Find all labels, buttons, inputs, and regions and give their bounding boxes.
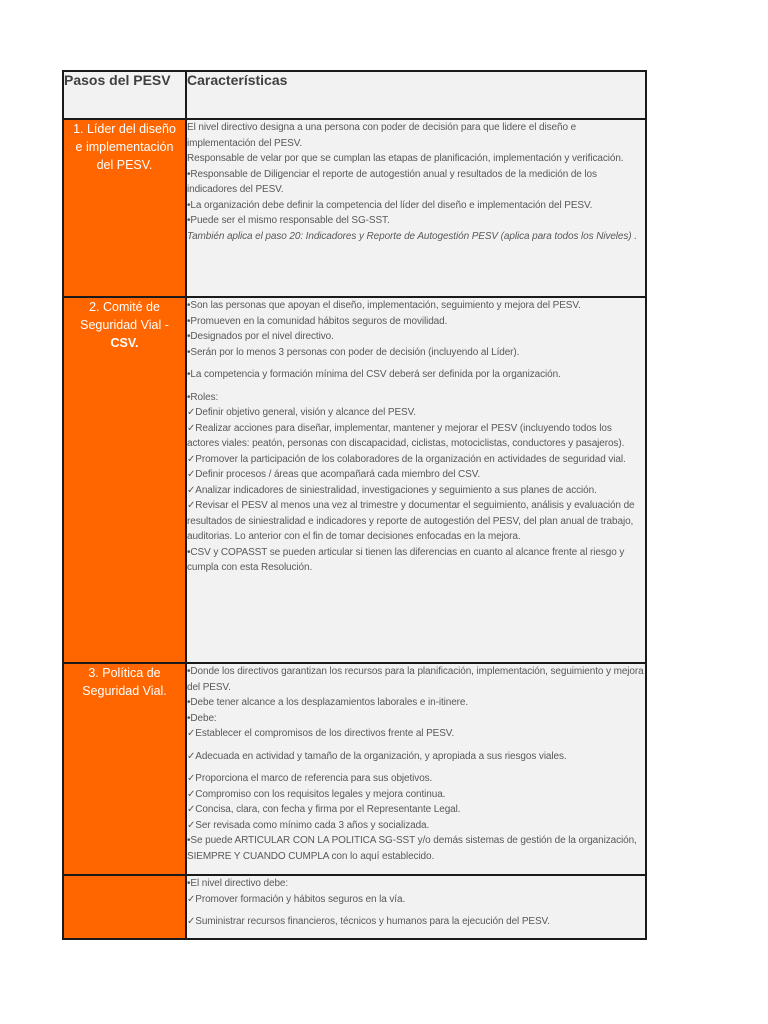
- description-line: ✓Proporciona el marco de referencia para sus objetivos.: [187, 773, 433, 784]
- description-line: •Debe tener alcance a los desplazamientos laborales e in-itinere.: [187, 697, 469, 708]
- step-line: 1. Líder del diseño: [73, 122, 176, 136]
- description-cell: [186, 663, 646, 875]
- header-caracteristicas: Características: [186, 71, 646, 119]
- table-row: [63, 875, 646, 939]
- description-line: •Puede ser el mismo responsable del SG-SST.: [187, 215, 390, 226]
- step-cell: [63, 663, 186, 875]
- description-line: •El nivel directivo debe:: [187, 878, 289, 889]
- description-cell: [186, 297, 646, 663]
- step-line: 2. Comité de: [89, 300, 160, 314]
- step-line: 3. Política de: [88, 666, 161, 680]
- description-line: •Debe:: [187, 712, 217, 724]
- description-cell: [186, 119, 646, 297]
- description-line: •Donde los directivos garantizan los recursos para la planificación, implementación, seguimiento y mejora del PESV.: [187, 666, 644, 693]
- description-line: ✓Definir objetivo general, visión y alcance del PESV.: [187, 407, 416, 418]
- description-line: •Roles:: [187, 391, 219, 403]
- description-line: •CSV y COPASST se pueden articular si tienen las diferencias en cuanto al alcance frente al riesgo y cumpla con esta Resolución.: [187, 546, 625, 573]
- description-line: ✓Ser revisada como mínimo cada 3 años y socializada.: [187, 819, 430, 831]
- description-line: •La competencia y formación mínima del CSV deberá ser definida por la organización.: [187, 369, 561, 380]
- table-row: [63, 663, 646, 875]
- pesv-table: [62, 70, 647, 940]
- description-line: •Se puede ARTICULAR CON LA POLITICA SG-SST y/o demás sistemas de gestión de la organización, SIEMPRE Y CUANDO CUMPLA con lo aquí establecido.: [187, 835, 637, 862]
- description-line: También aplica el paso 20: Indicadores y Reporte de Autogestión PESV (aplica para todos los Niveles) .: [187, 230, 637, 242]
- description-line: ✓Adecuada en actividad y tamaño de la organización, y apropiada a sus riesgos viales.: [187, 750, 567, 762]
- description-line: ✓Revisar el PESV al menos una vez al trimestre y documentar el seguimiento, análisis y evaluación de resultados de siniestralidad e indicadores y reporte de autogestión del PESV, del plan anual de trabajo, auditorias. Lo anterior con el fin de tomar decisiones enfocadas en la mejora.: [187, 500, 635, 542]
- description-line: •Promueven en la comunidad hábitos seguros de movilidad.: [187, 315, 448, 327]
- description-line: ✓Compromiso con los requisitos legales y mejora continua.: [187, 788, 446, 800]
- step-cell: [63, 119, 186, 297]
- description-line: ✓Suministrar recursos financieros, técnicos y humanos para la ejecución del PESV.: [187, 916, 550, 927]
- description-line: ✓Analizar indicadores de siniestralidad, investigaciones y seguimiento a sus planes de acción.: [187, 484, 597, 496]
- description-line: •La organización debe definir la competencia del líder del diseño e implementación del PESV.: [187, 199, 593, 211]
- header-row: [63, 71, 646, 119]
- description-line: Responsable de velar por que se cumplan las etapas de planificación, implementación y verificación.: [187, 153, 624, 164]
- step-line: Seguridad Vial -: [80, 318, 169, 332]
- description-line: •Son las personas que apoyan el diseño, implementación, seguimiento y mejora del PESV.: [187, 300, 581, 311]
- description-line: ✓Realizar acciones para diseñar, implementar, mantener y mejorar el PESV (incluyendo todos los actores viales: peatón, personas con discapacidad, ciclistas, motociclistas, conductores y pasajeros).: [187, 422, 625, 449]
- description-line: •Designados por el nivel directivo.: [187, 331, 334, 342]
- step-line: del PESV.: [96, 158, 153, 172]
- step-cell: [63, 875, 186, 939]
- description-line: ✓Concisa, clara, con fecha y firma por el Representante Legal.: [187, 804, 461, 815]
- step-line: e implementación: [75, 140, 174, 154]
- step-line: Seguridad Vial.: [82, 684, 167, 698]
- table-row: [63, 297, 646, 663]
- description-line: ✓Promover la participación de los colaboradores de la organización en actividades de seguridad vial.: [187, 453, 626, 465]
- description-line: •Responsable de Diligenciar el reporte de autogestión anual y resultados de la medición de los indicadores del PESV.: [187, 168, 597, 195]
- table-row: [63, 119, 646, 297]
- step-line: CSV.: [110, 336, 139, 350]
- header-pasos: Pasos del PESV: [63, 71, 186, 119]
- description-line: ✓Definir procesos / áreas que acompañará cada miembro del CSV.: [187, 469, 481, 480]
- description-line: ✓Establecer el compromisos de los directivos frente al PESV.: [187, 728, 455, 739]
- description-line: ✓Promover formación y hábitos seguros en la vía.: [187, 893, 406, 905]
- description-cell: [186, 875, 646, 939]
- description-line: •Serán por lo menos 3 personas con poder de decisión (incluyendo al Líder).: [187, 346, 520, 358]
- step-cell: [63, 297, 186, 663]
- description-line: El nivel directivo designa a una persona con poder de decisión para que lidere el diseño e implementación del PESV.: [187, 122, 577, 149]
